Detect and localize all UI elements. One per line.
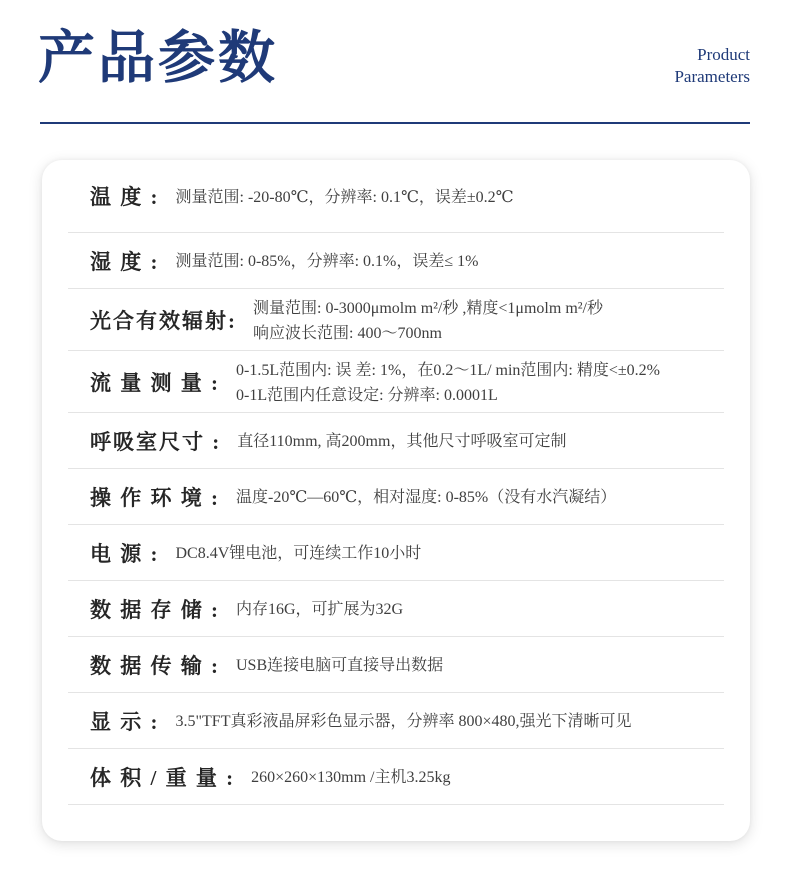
parameter-row xyxy=(68,693,724,749)
parameter-value-line: 3.5"TFT真彩液晶屏彩色显示器，分辨率 800×480,强光下清晰可见 xyxy=(175,713,632,730)
parameter-value-line: 0-1.5L范围内: 误 差: 1%，在0.2～1L/ min范围内: 精度<±0.2% xyxy=(236,361,661,379)
parameter-row xyxy=(68,233,724,289)
parameter-label: 数 据 存 储 : xyxy=(90,597,220,622)
parameter-value-line: 测量范围: 0-3000μmolm m²/秒 ,精度<1μmolm m²/秒 xyxy=(253,299,604,317)
parameter-value xyxy=(236,356,660,408)
parameter-value xyxy=(176,183,514,210)
parameter-row xyxy=(68,351,724,413)
parameter-row xyxy=(68,289,724,351)
parameter-row xyxy=(68,581,724,637)
parameter-label: 呼吸室尺寸 : xyxy=(90,429,222,454)
parameters-list xyxy=(68,160,724,805)
parameter-row xyxy=(68,413,724,469)
parameter-value xyxy=(236,651,443,678)
parameter-value-line: 响应波长范围: 400～700nm xyxy=(253,324,442,342)
parameter-label: 流 量 测 量 : xyxy=(90,370,220,395)
parameter-row xyxy=(68,469,724,525)
parameter-label: 数 据 传 输 : xyxy=(90,653,220,678)
page-subtitle xyxy=(674,44,750,88)
parameter-value xyxy=(236,483,616,510)
parameters-card xyxy=(42,160,750,841)
parameter-value-line: 260×260×130mm /主机3.25kg xyxy=(251,769,451,786)
parameter-label: 湿 度 : xyxy=(90,249,160,274)
parameter-value-line: 测量范围: -20-80℃，分辨率: 0.1℃，误差±0.2℃ xyxy=(175,188,514,206)
parameter-label: 光合有效辐射: xyxy=(90,308,237,333)
parameter-label: 电 源 : xyxy=(90,541,160,566)
parameter-value xyxy=(176,539,422,566)
parameter-value-line: USB连接电脑可直接导出数据 xyxy=(236,657,444,674)
parameter-value-line: DC8.4V锂电池，可连续工作10小时 xyxy=(175,545,422,562)
parameter-value-line: 温度-20℃—60℃，相对湿度: 0-85%（没有水汽凝结） xyxy=(236,489,617,506)
parameter-row xyxy=(68,749,724,805)
parameter-value xyxy=(253,294,603,346)
parameter-label: 操 作 环 境 : xyxy=(90,485,220,510)
parameter-row xyxy=(68,160,724,233)
parameter-value xyxy=(176,707,632,734)
parameter-label: 显 示 : xyxy=(90,709,160,734)
parameter-value xyxy=(237,427,566,454)
parameter-row xyxy=(68,637,724,693)
page-header xyxy=(0,0,790,90)
parameter-value xyxy=(176,247,479,274)
parameter-value xyxy=(236,595,403,622)
page-subtitle-line1: Product xyxy=(697,45,750,64)
page-title: 产品参数 xyxy=(38,27,278,90)
parameter-value-line: 0-1L范围内任意设定: 分辨率: 0.0001L xyxy=(236,386,498,404)
parameter-label: 温 度 : xyxy=(90,185,160,209)
parameter-label: 体 积 / 重 量 : xyxy=(90,765,236,790)
parameter-value xyxy=(251,763,450,790)
header-divider xyxy=(40,122,750,124)
parameter-row xyxy=(68,525,724,581)
page-subtitle-line2: Parameters xyxy=(674,67,750,86)
parameter-value-line: 内存16G，可扩展为32G xyxy=(236,601,404,618)
parameter-value-line: 直径110mm, 高200mm，其他尺寸呼吸室可定制 xyxy=(237,433,567,450)
parameter-value-line: 测量范围: 0-85%，分辨率: 0.1%，误差≤ 1% xyxy=(175,253,479,270)
